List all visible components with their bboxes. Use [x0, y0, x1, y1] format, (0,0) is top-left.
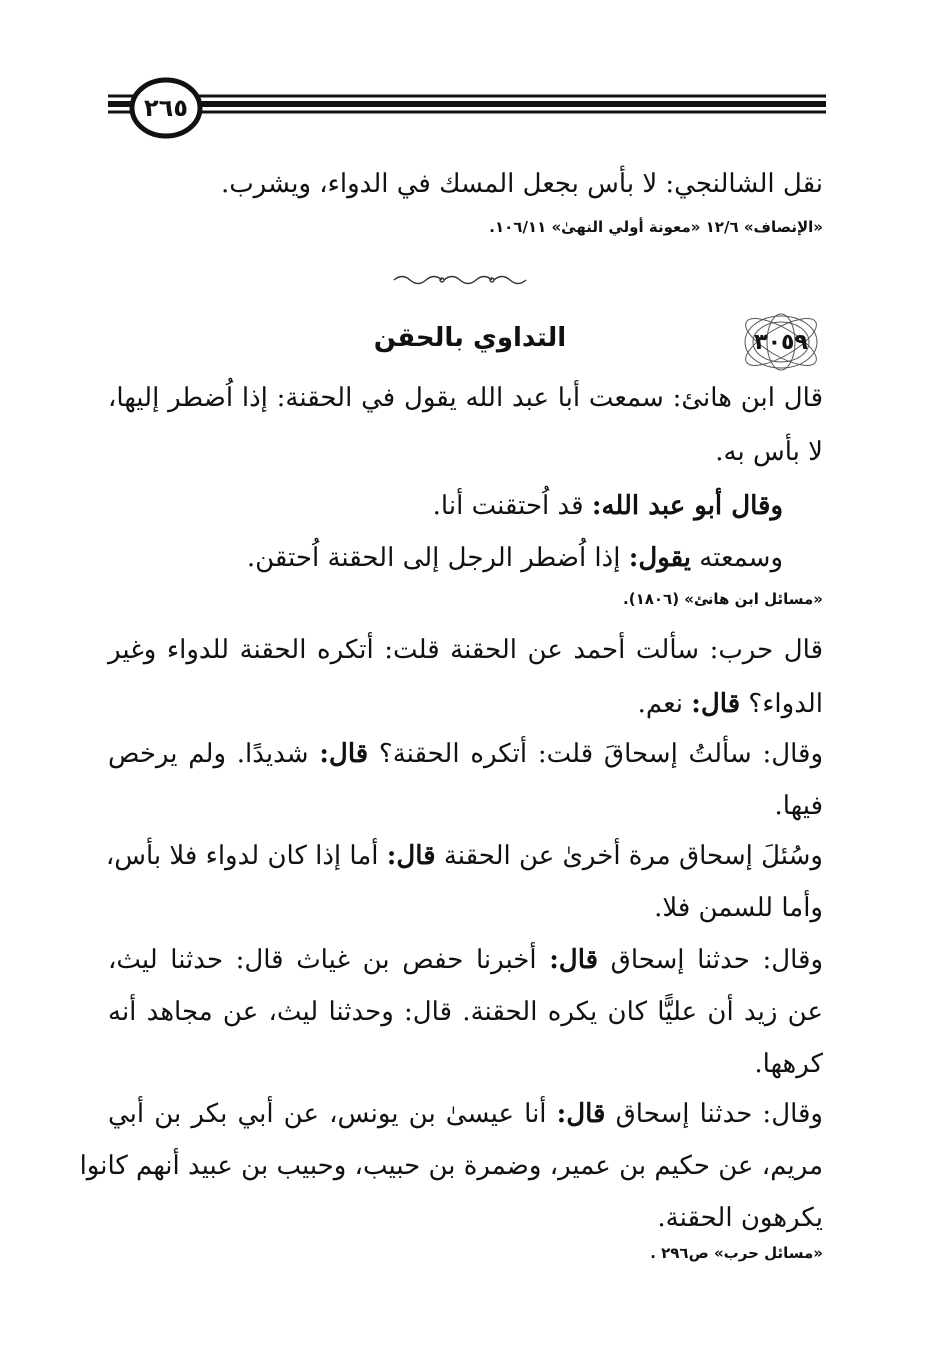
- p4-line1-text: أما إذا كان لدواء فلا بأس،: [105, 841, 387, 871]
- p6-line1-verb: قال:: [556, 1099, 606, 1129]
- p1-line3: [433, 486, 783, 526]
- p2-line1: قال حرب: سألت أحمد عن الحقنة قلت: أتكره الحقنة للدواء وغير: [108, 635, 823, 665]
- section-number-badge: [736, 312, 826, 372]
- p1-line4-text: إذا اُضطر الرجل إلى الحقنة اُحتقن.: [246, 543, 629, 573]
- source-1: «مسائل ابن هانئ» (١٨٠٦).: [623, 590, 823, 608]
- intro-source: «الإنصاف» ١٢/٦ «معونة أولي النهىٰ» ١٠٦/١١.: [489, 218, 823, 236]
- divider-ornament-icon: [390, 273, 540, 287]
- p4-line1: [105, 836, 823, 876]
- page-header: [0, 0, 931, 160]
- p1-line4-start: وسمعته: [691, 543, 783, 573]
- p4-line1-start: وسُئلَ إسحاق مرة أخرىٰ عن الحقنة: [435, 841, 823, 871]
- page-number: ٢٦٥: [144, 94, 188, 122]
- p1-line1: قال ابن هانئ: سمعت أبا عبد الله يقول في الحقنة: إذا اُضطر إليها،: [108, 383, 823, 413]
- p5-line1-start: وقال: حدثنا إسحاق: [598, 945, 824, 975]
- p6-line1: [108, 1094, 823, 1134]
- p6-line3: يكرهون الحقنة.: [657, 1203, 823, 1233]
- p6-line1-start: وقال: حدثنا إسحاق: [605, 1099, 823, 1129]
- p5-line1: [108, 940, 823, 980]
- p1-line2: لا بأس به.: [715, 437, 823, 467]
- p1-line3-text: قد اُحتقنت أنا.: [432, 491, 592, 521]
- p1-line4: [247, 538, 783, 578]
- section-title: التداوي بالحقن: [373, 323, 567, 353]
- p3-line1-start: وقال: سألتُ إسحاقَ قلت: أتكره الحقنة؟: [368, 739, 824, 769]
- p2-line2-start: الدواء؟: [740, 689, 823, 719]
- p5-line1-verb: قال:: [549, 945, 599, 975]
- section-number: ٣٠٥٩: [754, 329, 808, 355]
- p2-line2: [638, 684, 823, 724]
- p2-line2-verb: قال:: [691, 689, 741, 719]
- p4-line2: وأما للسمن فلا.: [654, 893, 823, 923]
- p5-line2: عن زيد أن عليًّا كان يكره الحقنة. قال: وحدثنا ليث، عن مجاهد أنه: [108, 997, 823, 1027]
- p3-line1-text: شديدًا. ولم يرخص: [108, 739, 320, 769]
- intro-text: نقل الشالنجي: لا بأس بجعل المسك في الدواء، ويشرب.: [220, 169, 823, 199]
- p5-line3: كرهها.: [754, 1049, 823, 1079]
- source-2: «مسائل حرب» ص٢٩٦ .: [650, 1244, 823, 1262]
- p6-line1-text: أنا عيسىٰ بن يونس، عن أبي بكر بن أبي: [108, 1099, 557, 1129]
- p3-line1: [108, 734, 823, 774]
- p2-line2-text: نعم.: [637, 689, 692, 719]
- p3-line1-verb: قال:: [319, 739, 369, 769]
- p5-line1-text: أخبرنا حفص بن غياث قال: حدثنا ليث،: [108, 945, 550, 975]
- p6-line2: مريم، عن حكيم بن عمير، وضمرة بن حبيب، وحبيب بن عبيد أنهم كانوا: [79, 1151, 823, 1181]
- p4-line1-verb: قال:: [386, 841, 436, 871]
- p1-speaker: وقال أبو عبد الله:: [591, 491, 783, 521]
- p1-line4-verb: يقول:: [628, 543, 692, 573]
- p3-line2: فيها.: [774, 791, 823, 821]
